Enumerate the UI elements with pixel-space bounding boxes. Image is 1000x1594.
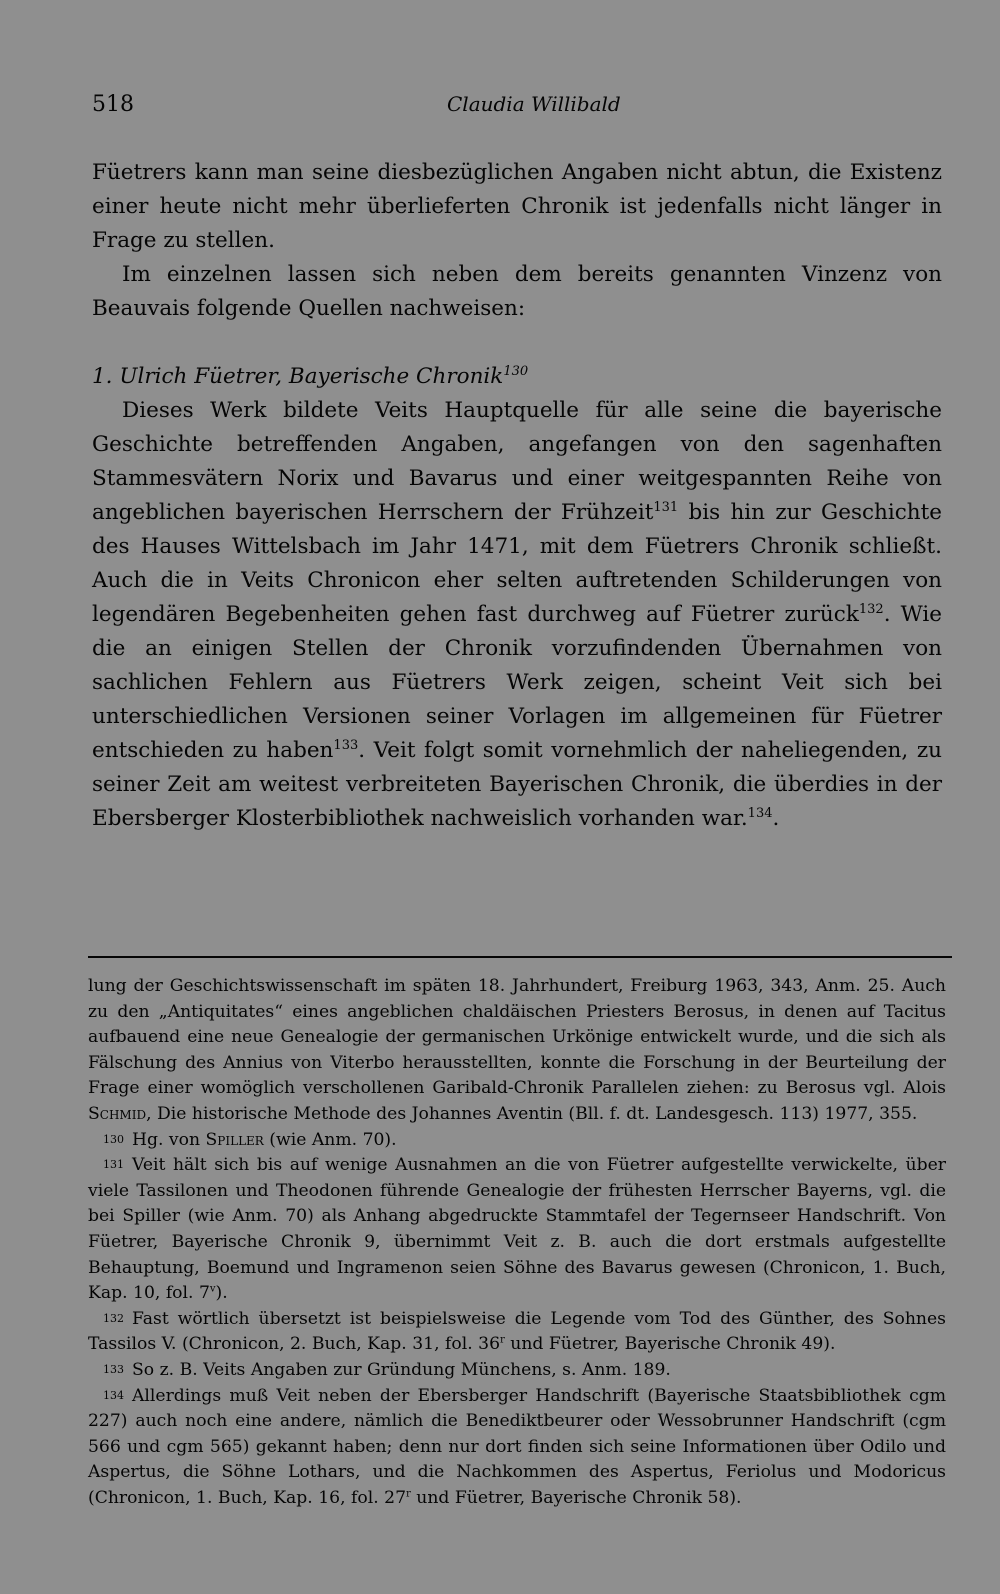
running-head [92,92,942,120]
footnote-134-text-b: und Füetrer, Bayerische Chronik 58). [410,1487,742,1508]
footnote-133-text: So z. B. Veits Angaben zur Gründung Münchens, s. Anm. 189. [132,1359,671,1380]
paragraph-3-part-c: . Wie die an einigen Stellen der Chronik vorzufindenden Übernahmen von sachlichen Fehlern aus Füetrers Werk zeigen, scheint Veit sich bei unterschiedlichen Versionen seiner Vorlagen im allgemeinen für Füetrer entschieden zu haben [92,602,942,763]
footnote-continuation-text-b: , Die historische Methode des Johannes Aventin (Bll. f. dt. Landesgesch. 113) 1977, 355. [146,1103,918,1124]
paragraph-3-part-b: bis hin zur Geschichte des Hauses Wittelsbach im Jahr 1471, mit dem Füetrers Chronik schließt. Auch die in Veits Chronicon eher selten auftretenden Schilderungen von legendären Begebenheiten gehen fast durchweg auf Füetrer zurück [92,500,943,627]
footnote-130-text-a: Hg. von [132,1129,206,1150]
footnote-134-text-a: Allerdings muß Veit neben der Ebersberger Handschrift (Bayerische Staatsbibliothek cgm 227) auch noch eine andere, nämlich die Benediktbeurer oder Wessobrunner Handschrift (cgm 566 und cgm 565) gekannt haben; denn nur dort finden sich seine Informationen über Odilo und Aspertus, die Söhne Lothars, und die Nachkommen des Aspertus, Feriolus und Modoricus (Chronicon, 1. Buch, Kap. 16, fol. 27 [88,1385,946,1508]
footnote-ref-134: 134 [747,805,773,821]
paragraph-2: Im einzelnen lassen sich neben dem bereits genannten Vinzenz von Beauvais folgende Quellen nachweisen: [92,262,942,321]
footnote-number-134: 134 [103,1388,124,1402]
author-name-schmid: Schmid [88,1103,147,1124]
footnote-132 [88,1307,946,1358]
footnote-134 [88,1384,946,1512]
footnote-130-text-b: (wie Anm. 70). [263,1129,397,1150]
paragraph-1: Füetrers kann man seine diesbezüglichen Angaben nicht abtun, die Existenz einer heute nicht mehr überlieferten Chronik ist jedenfalls nicht länger in Frage zu stellen. [92,160,942,253]
footnote-number-131: 131 [103,1158,124,1172]
footnote-131 [88,1153,946,1307]
footnote-ref-133: 133 [333,737,359,753]
folio-recto-mark: r [406,1488,411,1500]
footnote-divider [88,956,952,958]
paragraph-3-part-d: . Veit folgt somit vornehmlich der naheliegenden, zu seiner Zeit am weitest verbreiteten Bayerischen Chronik, die überdies in der Ebersberger Klosterbibliothek nachweislich vorhanden war. [92,738,942,831]
footnote-number-130: 130 [103,1132,124,1146]
footnote-130 [88,1128,946,1154]
footnote-131-text: Veit hält sich bis auf wenige Ausnahmen an die von Füetrer aufgestellte verwickelte, über viele Tassilonen und Theodonen führende Genealogie der frühesten Herrscher Bayerns, vgl. die bei Spiller (wie Anm. 70) als Anhang abgedruckte Stammtafel der Tegernseer Handschrift. Von Füetrer, Bayerische Chronik 9, übernimmt Veit z. B. auch die dort erstmals aufgestellte Behauptung, Boemund und Ingramenon seien Söhne des Bavarus gewesen (Chronicon, 1. Buch, Kap. 10, fol. 7 [88,1155,946,1304]
footnote-133 [88,1358,946,1384]
folio-recto-mark: r [500,1334,505,1346]
footnote-continuation-text-a: lung der Geschichtswissenschaft im späten 18. Jahrhundert, Freiburg 1963, 343, Anm. 25. Auch zu den „Antiquitates“ eines angeblichen chaldäischen Priesters Berosus, in denen auf Tacitus aufbauend eine neue Genealogie der germanischen Urkönige entwickelt wurde, und die sich als Fälschung des Annius von Viterbo herausstellten, konnte die Forschung in der Beurteilung der Frage einer womöglich verschollenen Garibald-Chronik Parallelen ziehen: zu Berosus vgl. Alois [88,976,946,1099]
folio-verso-mark: v [209,1283,216,1295]
footnote-132-text-a: Fast wörtlich übersetzt ist beispielsweise die Legende vom Tod des Günther, des Sohnes Tassilos V. (Chronicon, 2. Buch, Kap. 31, fol. 36 [88,1308,946,1355]
footnote-ref-130: 130 [503,363,529,379]
running-head-author: Claudia Willibald [447,92,621,116]
author-name-spiller: Spiller [205,1129,264,1150]
page-number: 518 [92,92,134,117]
footnote-number-132: 132 [103,1311,124,1325]
footnote-ref-131: 131 [653,499,679,515]
paragraph-3-part-a: Dieses Werk bildete Veits Hauptquelle für alle seine die bayerische Geschichte betreffenden Angaben, angefangen von den sagenhaften Stammesvätern Norix und Bavarus und einer weitgespannten Reihe von angeblichen bayerischen Herrschern der Frühzeit [92,398,942,525]
section-heading-text: 1. Ulrich Füetrer, Bayerische Chronik [92,364,504,389]
paragraph-3-end: . [772,806,780,831]
footnote-131-end: ). [215,1283,228,1304]
paragraph-3 [92,394,942,836]
footnote-continuation [88,974,946,1128]
footnotes [88,974,946,1511]
footnote-132-text-b: und Füetrer, Bayerische Chronik 49). [504,1334,836,1355]
footnote-ref-132: 132 [858,601,884,617]
section-heading [92,360,942,394]
footnote-number-133: 133 [103,1362,124,1376]
main-text [92,156,942,836]
